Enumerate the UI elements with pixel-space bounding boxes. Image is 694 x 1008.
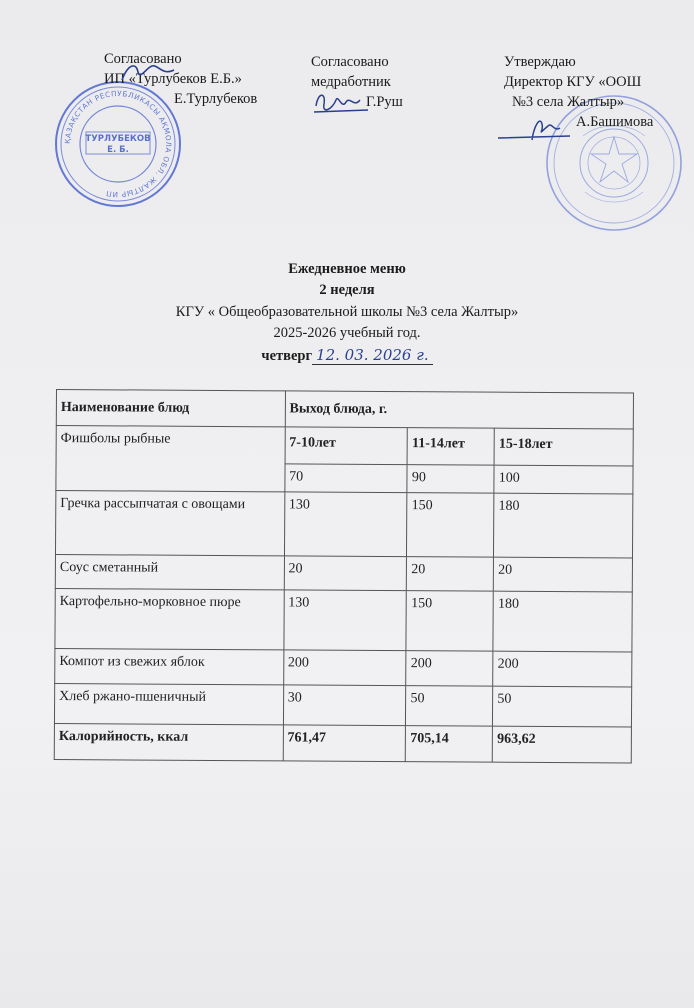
header-dish: Наименование блюд (56, 390, 285, 427)
value-cell: 50 (406, 686, 493, 727)
approval-middle-role: медработник (311, 74, 391, 90)
table-header-row (56, 390, 633, 430)
header-output: Выход блюда, г. (285, 391, 634, 429)
dish-name: Хлеб ржано-пшеничный (54, 683, 283, 724)
dish-name: Картофельно-морковное пюре (55, 588, 284, 649)
stamp-ring-text: ҚАЗАҚСТАН РЕСПУБЛИКАСЫ АҚМОЛА ОБЛ. ЖАЛТЫР ИП (62, 88, 174, 200)
table-row (55, 491, 632, 559)
value-cell: 180 (494, 493, 633, 558)
right-signature (496, 110, 576, 146)
value-cell: 20 (407, 557, 494, 592)
approval-left-label: Согласовано (104, 51, 182, 67)
age-group-1: 7-10лет (285, 427, 408, 465)
day-line (0, 345, 694, 366)
approval-middle-signer: Г.Руш (366, 94, 403, 110)
value-cell: 130 (284, 590, 407, 651)
value-cell: 200 (283, 650, 406, 686)
day-of-week: четверг (261, 348, 313, 364)
table-row (56, 426, 633, 467)
table-total-row (54, 723, 631, 763)
menu-table (54, 389, 634, 764)
table-row (55, 554, 632, 592)
dish-name: Соус сметанный (55, 554, 284, 589)
approval-middle-label: Согласовано (311, 54, 389, 70)
value-cell: 130 (284, 492, 407, 557)
value-cell: 90 (407, 465, 494, 494)
approval-left-signer: Е.Турлубеков (174, 91, 258, 107)
value-cell: 50 (493, 686, 632, 727)
table-row (55, 588, 632, 652)
approval-right-signer: А.Башимова (576, 114, 654, 130)
age-group-3: 15-18лет (494, 428, 633, 466)
value-cell: 20 (284, 556, 407, 591)
value-cell: 20 (494, 557, 633, 592)
dish-name: Фишболы рыбные (56, 426, 285, 492)
value-cell: 70 (285, 464, 408, 493)
middle-signature (310, 88, 372, 120)
value-cell: 150 (407, 493, 494, 558)
value-cell: 30 (283, 685, 406, 726)
school-year: 2025-2026 учебный год. (273, 325, 421, 341)
total-label: Калорийность, ккал (54, 723, 283, 760)
total-value: 963,62 (492, 726, 631, 763)
menu-title: Ежедневное меню (288, 261, 406, 277)
svg-text:Е. Б.: Е. Б. (107, 145, 129, 155)
value-cell: 200 (493, 651, 632, 687)
table-row (54, 683, 631, 727)
left-signature (118, 58, 178, 88)
school-name: КГУ « Общеобразовательной школы №3 села Жалтыр» (175, 304, 519, 320)
handwritten-date: 12. 03. 2026 г. (312, 346, 433, 365)
approval-right-role: Директор КГУ «ООШ (504, 74, 642, 90)
value-cell: 180 (493, 591, 632, 652)
dish-name: Компот из свежих яблок (55, 648, 284, 684)
approval-right-school: №3 села Жалтыр» (512, 94, 625, 110)
dish-name: Гречка рассыпчатая с овощами (55, 491, 284, 556)
value-cell: 200 (406, 651, 493, 687)
approval-right-label: Утверждаю (504, 54, 576, 70)
age-group-2: 11-14лет (407, 428, 494, 466)
value-cell: 150 (406, 591, 493, 652)
table-row (55, 648, 632, 687)
approval-left-org: ИП «Турлубеков Е.Б.» (104, 71, 242, 87)
total-value: 761,47 (283, 725, 406, 762)
total-value: 705,14 (406, 726, 493, 763)
week-label: 2 неделя (319, 282, 375, 298)
value-cell: 100 (494, 465, 633, 494)
svg-text:ТУРЛУБЕКОВ: ТУРЛУБЕКОВ (85, 134, 151, 144)
